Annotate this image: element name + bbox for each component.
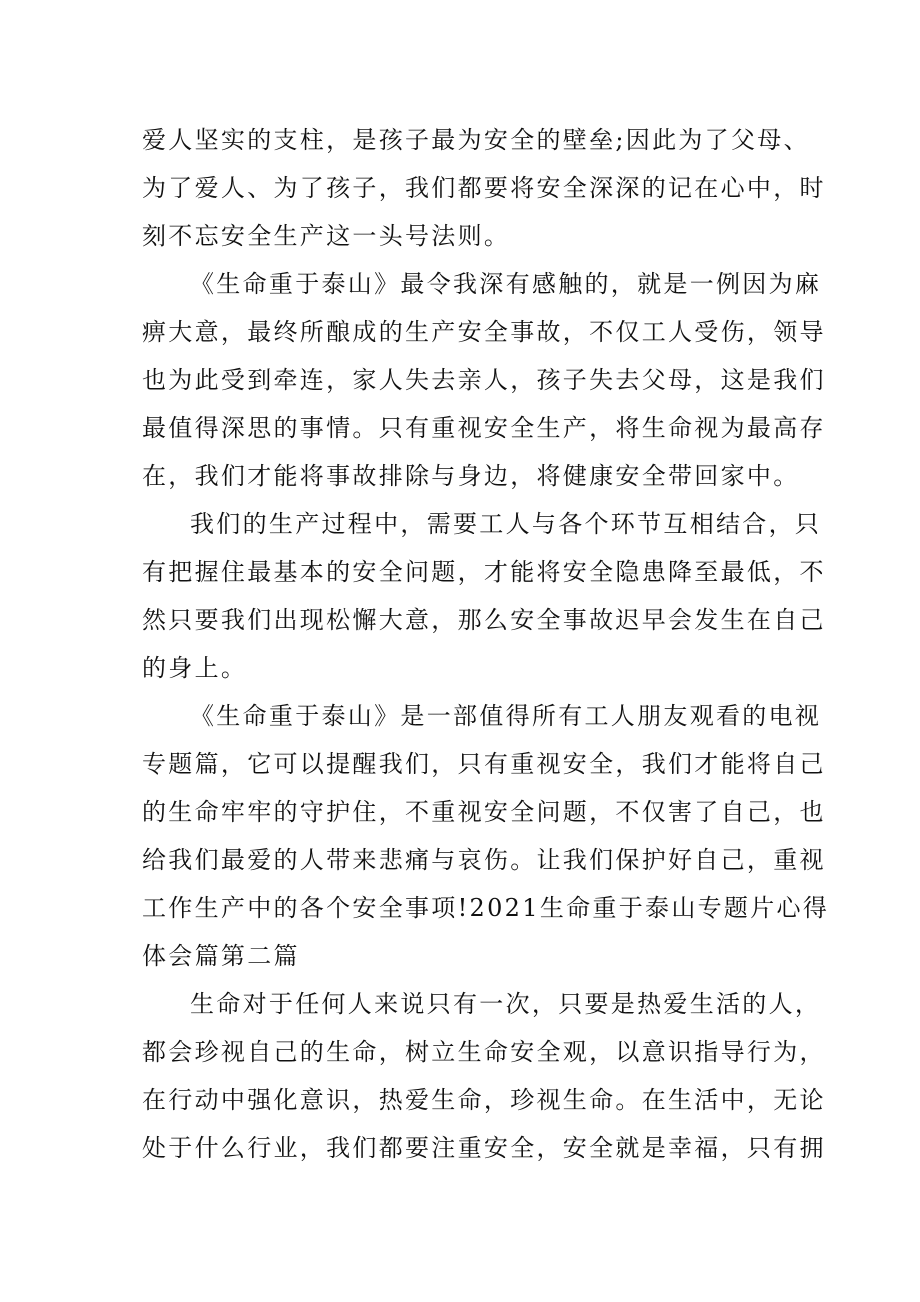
text-line: 给我们最爱的人带来悲痛与哀伤。让我们保护好自己，重视 <box>142 846 826 874</box>
document-body <box>142 116 830 1172</box>
text-line: 在，我们才能将事故排除与身边，将健康安全带回家中。 <box>142 462 800 490</box>
text-line: 处于什么行业，我们都要注重安全，安全就是幸福，只有拥 <box>142 1134 826 1162</box>
text-line: 爱人坚实的支柱，是孩子最为安全的壁垒;因此为了父母、 <box>142 126 810 154</box>
text-line: 的生命牢牢的守护住，不重视安全问题，不仅害了自己，也 <box>142 798 826 826</box>
text-line: 然只要我们出现松懈大意，那么安全事故迟早会发生在自己 <box>142 606 826 634</box>
text-line: 的身上。 <box>142 654 248 682</box>
text-line: 体会篇第二篇 <box>142 942 300 970</box>
text-line: 都会珍视自己的生命，树立生命安全观，以意识指导行为， <box>142 1038 826 1066</box>
text-line: 最值得深思的事情。只有重视安全生产，将生命视为最高存 <box>142 414 826 442</box>
text-line: 痹大意，最终所酿成的生产安全事故，不仅工人受伤，领导 <box>142 318 826 346</box>
text-line: 工作生产中的各个安全事项!2021生命重于泰山专题片心得 <box>142 894 830 922</box>
text-line: 为了爱人、为了孩子，我们都要将安全深深的记在心中，时 <box>142 174 826 202</box>
paragraph-first-line: 《生命重于泰山》最令我深有感触的，就是一例因为麻 <box>190 270 822 298</box>
text-line: 专题篇，它可以提醒我们，只有重视安全，我们才能将自己 <box>142 750 826 778</box>
text-line: 有把握住最基本的安全问题，才能将安全隐患降至最低，不 <box>142 558 826 586</box>
paragraph-first-line: 生命对于任何人来说只有一次，只要是热爱生活的人， <box>190 990 822 1018</box>
text-line: 也为此受到牵连，家人失去亲人，孩子失去父母，这是我们 <box>142 366 826 394</box>
paragraph-first-line: 《生命重于泰山》是一部值得所有工人朋友观看的电视 <box>190 702 822 730</box>
text-line: 刻不忘安全生产这一头号法则。 <box>142 222 511 250</box>
text-line: 在行动中强化意识，热爱生命，珍视生命。在生活中，无论 <box>142 1086 826 1114</box>
paragraph-first-line: 我们的生产过程中，需要工人与各个环节互相结合，只 <box>190 510 822 538</box>
